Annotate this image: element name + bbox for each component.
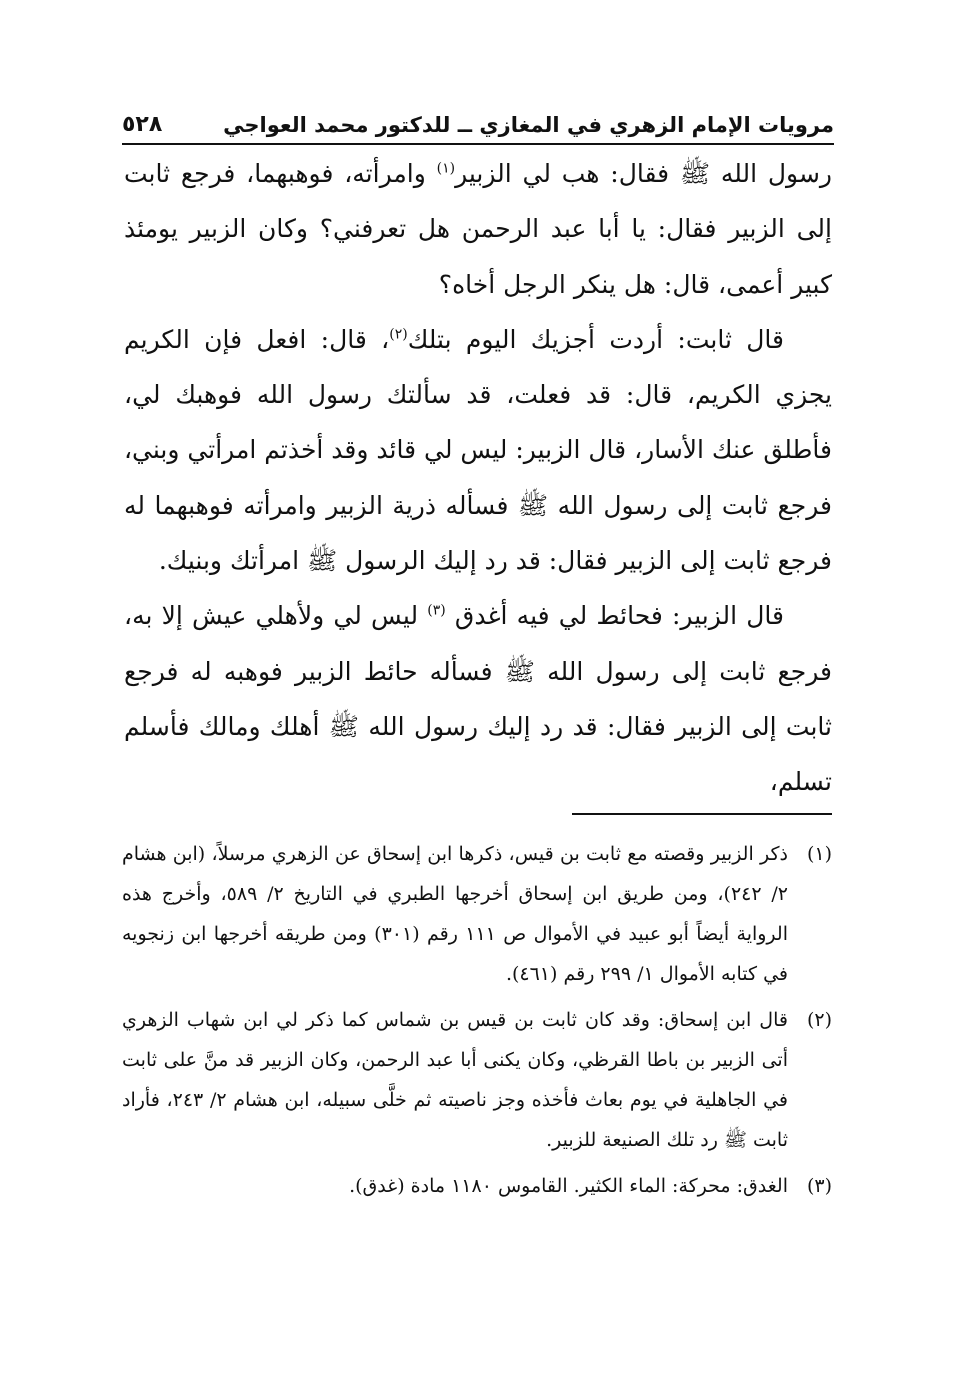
- header-rule: [122, 143, 834, 145]
- paragraph-1-part-b: وامرأته، فوهبهما، فرجع ثابت إلى الزبير فقال: يا أبا عبد الرحمن هل تعرفني؟ وكان الزبير يومئذ كبير أعمى، قال: هل ينكر الرجل أخاه؟: [124, 159, 832, 299]
- running-header: [122, 104, 834, 140]
- footnote-ref-1[interactable]: (١): [436, 160, 456, 177]
- footnotes: [122, 834, 832, 1212]
- paragraph-1-part-a: رسول الله ﷺ فقال: هب لي الزبير: [455, 159, 832, 188]
- paragraph-2-part-b: ، قال: افعل فإن الكريم يجزي الكريم، قال: قد فعلت، قد سألتك رسول الله فوهبك لي، فأطلق عنك الأسار، قال الزبير: ليس لي قائد وقد أخذتم امرأتي وبني، فرجع ثابت إلى رسول الله ﷺ فسأله ذرية الزبير وامرأته فوهبهما له فرجع ثابت إلى الزبير فقال: قد رد إليك الرسول ﷺ امرأتك وبنيك.: [123, 324, 832, 576]
- footnote-ref-2[interactable]: (٢): [389, 326, 408, 343]
- paragraph-3-part-a: قال الزبير: فحائط لي فيه أغدق: [445, 601, 785, 631]
- footnote-number: (١): [806, 843, 832, 865]
- footnote-text: الغدق: محركة: الماء الكثير. القاموس ١١٨٠ مادة (غدق).: [349, 1175, 788, 1197]
- footnote-text: قال ابن إسحاق: وقد كان ثابت بن قيس بن شماس كما ذكر لي ابن شهاب الزهري أتى الزبير بن باطا القرظي، وكان يكنى أبا عبد الرحمن، وكان الزبير قد منَّ على ثابت في الجاهلية في يوم بعاث فأخذه وجز ناصيته ثم خلَّى سبيله، ابن هشام ٢/ ٢٤٣، فأراد ثابت ﷺ رد تلك الصنيعة للزبير.: [122, 1009, 788, 1151]
- footnote-1: [122, 834, 832, 994]
- paragraph-2-part-a: قال ثابت: أردت أجزيك اليوم بتلك: [407, 324, 784, 354]
- paragraph-2: [124, 312, 832, 588]
- footnote-2: [122, 1000, 832, 1160]
- paragraph-3: [124, 588, 832, 809]
- paragraph-1: [124, 146, 832, 312]
- footnote-separator: [572, 813, 832, 815]
- paragraph-3-part-b: ليس لي ولأهلي عيش إلا به، فرجع ثابت إلى رسول الله ﷺ فسأله حائط الزبير فوهبه له فرجع ثابت إلى الزبير فقال: قد رد إليك رسول الله ﷺ أهلك ومالك فأسلم تسلم،: [124, 601, 832, 797]
- main-text: [124, 146, 832, 810]
- footnote-3: [122, 1166, 832, 1206]
- footnote-number: (٢): [806, 1009, 832, 1031]
- footnote-number: (٣): [806, 1175, 832, 1197]
- footnote-ref-3[interactable]: (٣): [427, 603, 446, 620]
- header-title: مرويات الإمام الزهري في المغازي ــ للدكتور محمد العواجي: [223, 113, 834, 137]
- footnote-text: ذكر الزبير وقصته مع ثابت بن قيس، ذكرها ابن إسحاق عن الزهري مرسلاً، (ابن هشام ٢/ ٢٤٢)، ومن طريق ابن إسحاق أخرجها الطبري في التاريخ ٢/ ٥٨٩، وأخرج هذه الرواية أيضاً أبو عبيد في الأموال ص ١١١ رقم (٣٠١) ومن طريقه أخرجها ابن زنجويه في كتابه الأموال ١/ ٢٩٩ رقم (٤٦١).: [122, 843, 788, 985]
- page-number: ٥٢٨: [122, 112, 163, 137]
